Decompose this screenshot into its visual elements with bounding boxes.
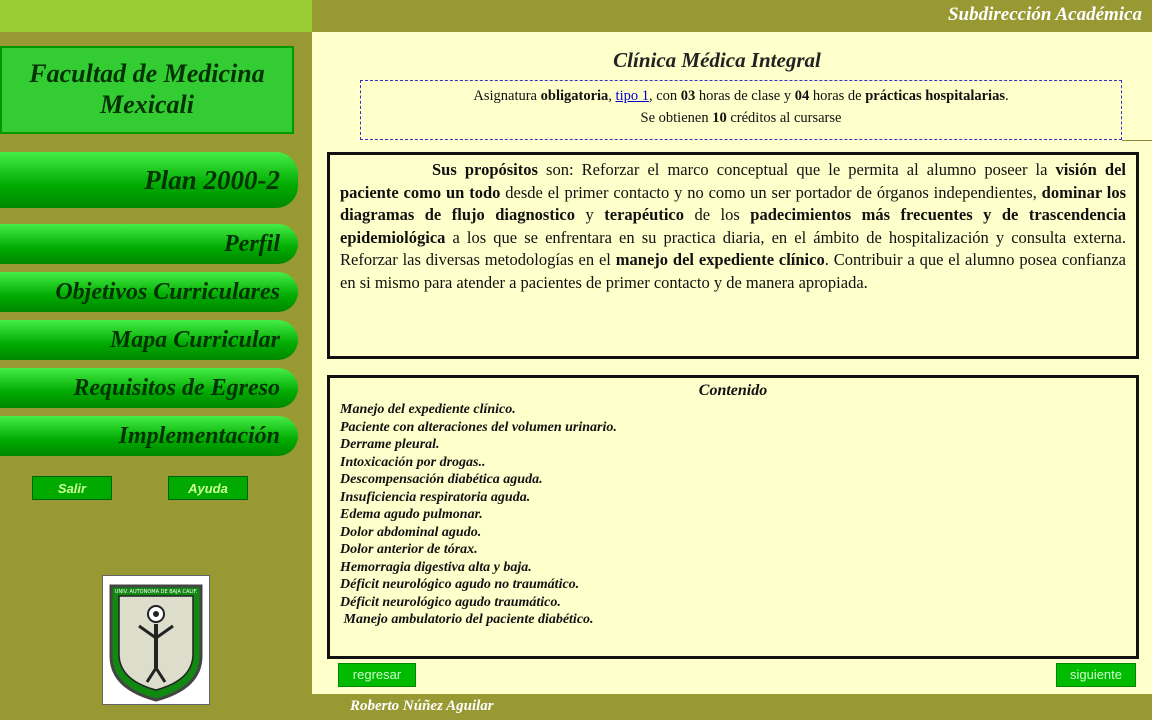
list-item: Insuficiencia respiratoria aguda. <box>340 489 531 505</box>
type-link[interactable]: tipo 1 <box>615 88 649 104</box>
list-item: Dolor abdominal agudo. <box>340 524 482 540</box>
nav-implementacion[interactable]: Implementación <box>0 416 298 456</box>
purpose-box: Sus propósitos son: Reforzar el marco conceptual que le permita al alumno poseer la visión del paciente como un todo desde el primer contacto y no como un ser portador de órganos independientes, dominar los diagramas de flujo diagnostico y terapéutico de los padecimientos más frecuentes y de trascendencia epidemiológica a los que se enfrentara en su practica diaria, en el ámbito de hospitalización y consulta externa. Reforzar las diversas metodologías en el manejo del expediente clínico. Contribuir a que el alumno posea confianza en si mismo para atender a pacientes de primer contacto y de manera apropiada. <box>327 152 1139 359</box>
course-info-box <box>360 80 1122 140</box>
content-box <box>327 375 1139 659</box>
exit-button[interactable]: Salir <box>32 476 112 500</box>
list-item: Manejo ambulatorio del paciente diabético. <box>340 612 594 627</box>
list-item: Descompensación diabética aguda. <box>340 472 543 487</box>
next-button[interactable]: siguiente <box>1056 663 1136 687</box>
help-button[interactable]: Ayuda <box>168 476 248 500</box>
list-item: Intoxicación por drogas.. <box>340 454 486 470</box>
content-title: Contenido <box>698 382 768 399</box>
university-seal <box>102 575 210 705</box>
list-item: Edema agudo pulmonar. <box>340 507 483 522</box>
plan-button[interactable]: Plan 2000-2 <box>0 152 298 208</box>
purpose-lead: Sus propósitos <box>432 160 538 179</box>
list-item: Déficit neurológico agudo no traumático. <box>340 577 580 592</box>
nav-requisitos-de-egreso[interactable]: Requisitos de Egreso <box>0 368 298 408</box>
course-info-line: Asignatura obligatoria, tipo 1, con 03 horas de clase y 04 horas de prácticas hospitalarias. <box>473 88 1009 104</box>
faculty-title-box <box>0 46 294 134</box>
nav-mapa-curricular[interactable]: Mapa Curricular <box>0 320 298 360</box>
back-button[interactable]: regresar <box>338 663 416 687</box>
list-item: Déficit neurológico agudo traumático. <box>340 594 561 610</box>
university-seal-graphic <box>103 576 209 704</box>
list-item: Derrame pleural. <box>340 437 440 452</box>
list-item: Paciente con alteraciones del volumen urinario. <box>340 419 617 435</box>
course-title: Clínica Médica Integral <box>613 48 821 72</box>
list-item: Hemorragia digestiva alta y baja. <box>340 559 532 575</box>
list-item: Dolor anterior de tórax. <box>340 542 478 557</box>
header-title: Subdirección Académica <box>947 4 1142 25</box>
seal-text-top: UNIV. AUTONOMA DE BAJA CALIF. <box>114 589 198 595</box>
faculty-title-line2: Mexicali <box>100 90 194 119</box>
divider-rule <box>1122 140 1152 141</box>
course-credits-line: Se obtienen 10 créditos al cursarse <box>640 110 842 126</box>
header-left-bar <box>0 0 312 32</box>
nav-objetivos-curriculares[interactable]: Objetivos Curriculares <box>0 272 298 312</box>
nav-perfil[interactable]: Perfil <box>0 224 298 264</box>
faculty-title-line1: Facultad de Medicina <box>29 59 265 88</box>
list-item: Manejo del expediente clínico. <box>340 402 516 417</box>
author-name: Roberto Núñez Aguilar <box>350 698 494 714</box>
